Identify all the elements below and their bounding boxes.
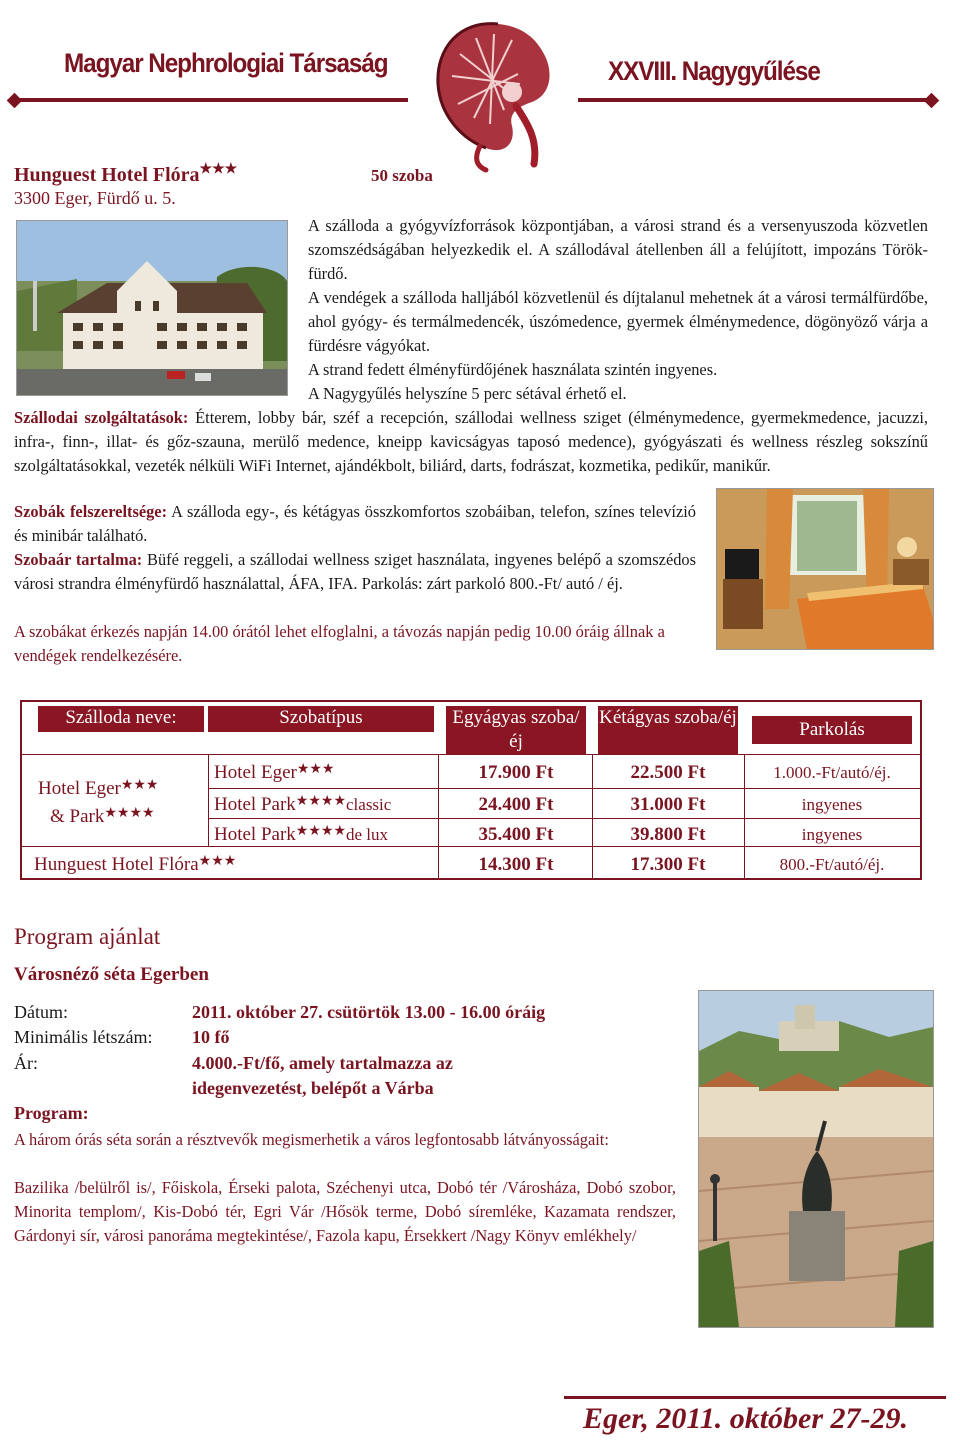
price-double-eger: 22.500 Ft [630,762,706,783]
hotel-desc-4: A Nagygyűlés helyszíne 5 perc sétával érhető el. [308,384,627,403]
society-title: Magyar Nephrologiai Társaság [64,48,388,78]
checkin-info: A szobákat érkezés napján 14.00 órától lehet elfoglalni, a távozás napján pedig 10.00 óráig állnak a vendégek rendelkezésére. [14,622,665,665]
price-label: Ár: [14,1053,38,1073]
header-rule-right [578,98,930,102]
hotel-address: 3300 Eger, Fürdő u. 5. [14,188,176,208]
program-label: Program: [14,1103,89,1123]
program-intro: A három órás séta során a résztvevők megismerhetik a város legfontosabb látványosságait: [14,1130,609,1149]
hotel-stars: ★★★ [199,162,238,177]
price-value-1: 4.000.-Ft/fő, amely tartalmazza az [192,1053,453,1073]
footer-date: Eger, 2011. október 27-29. [583,1402,909,1435]
price-single-park-delux: 35.400 Ft [478,824,554,845]
price-double-park-classic: 31.000 Ft [630,794,706,815]
th-hotel-name: Szálloda neve: [38,706,204,732]
hotel-eger-park-name-2: & Park★★★★ [50,806,155,827]
price-single-park-classic: 24.400 Ft [478,794,554,815]
room-type-eger: Hotel Eger★★★ [214,762,335,783]
price-label: Szobaár tartalma: [14,550,143,569]
date-value: 2011. október 27. csütörtök 13.00 - 16.00 óráig [192,1002,546,1022]
grid-line [438,754,439,878]
rule-diamond-right [924,93,940,109]
parking-park-classic: ingyenes [801,795,863,814]
group-stars-b: ★★★★ [104,806,155,821]
room-price-includes: Szobaár tartalma: Büfé reggeli, a szállodai wellness sziget használata, ingyenes belépő a szomszédos városi strandra élményfürdő használattal, ÁFA, IFA. Parkolás: zárt parkoló 800.-Ft/ autó / éj. [14,550,696,593]
price-value-2: idegenvezetést, belépőt a Várba [192,1078,434,1098]
rooms-equipment: Szobák felszereltsége: A szálloda egy-, és kétágyas összkomfortos szobáiban, telefon, színes televízió és minibár található. [14,502,696,545]
parking-flora: 800.-Ft/autó/éj. [779,855,885,874]
group-stars-a: ★★★ [120,778,159,793]
th-double: Kétágyas szoba/éj [598,706,738,754]
grid-line [592,754,593,878]
grid-line [208,788,920,789]
price-single-eger: 17.900 Ft [478,762,554,783]
footer-rule [564,1396,946,1399]
hotel-desc-1: A szálloda a gyógyvízforrások központjában, a városi strand és a versenyuszoda közvetlen szomszédságában helyezkedik el. A szállodával átellenben áll a felújított, impozáns Török-fürdő. [308,216,928,283]
grid-line [744,754,745,878]
event-title: XXVIII. Nagygyűlése [608,56,820,86]
th-single: Egyágyas szoba/éj [446,706,586,754]
th-parking: Parkolás [752,716,912,744]
header-rule-left [16,98,408,102]
hotel-eger-park-name: Hotel Eger★★★ [38,778,159,799]
date-label: Dátum: [14,1002,68,1022]
th-room-type: Szobatípus [208,706,434,732]
hotel-title: Hunguest Hotel Flóra★★★ [14,162,238,186]
hotel-desc-3: A strand fedett élményfürdőjének használata szintén ingyenes. [308,360,718,379]
min-participants-label: Minimális létszám: [14,1027,153,1047]
hotel-rooms-count: 50 szoba [371,166,433,185]
parking-eger: 1.000.-Ft/autó/éj. [773,763,891,782]
grid-line [22,754,920,755]
kidney-logo [420,14,562,174]
grid-line [208,818,920,819]
room-type-park-classic: Hotel Park★★★★classic [214,794,392,815]
grid-line [208,754,209,846]
price-single-flora: 14.300 Ft [478,854,554,875]
rooms-label: Szobák felszereltsége: [14,502,168,521]
hotel-desc-2: A vendégek a szálloda halljából közvetlenül és díjtalanul mehetnek át a városi termálfürdőbe, ahol gyógy- és termálmedencék, úszómedence, gyermek élménymedence, dögönyöző várja a fürdésre vágyókat. [308,288,928,355]
parking-park-delux: ingyenes [801,825,863,844]
program-sights: Bazilika /belülről is/, Főiskola, Érseki palota, Széchenyi utca, Dobó tér /Városháza, Dobó szobor, Minorita templom/, Kis-Dobó tér, Egri Vár /Hősök terme, Dobó síremléke, Kazamata rendszer, Gárdonyi sír, városi panoráma megtekintése/, Fazola kapu, Érsekkert /Nagy Könyv emlékhely/ [14,1178,676,1245]
services-label: Szállodai szolgáltatások: [14,408,189,427]
eger-dobo-square-photo [698,990,934,1328]
program-subtitle: Városnéző séta Egerben [14,964,209,985]
flora-row-name: Hunguest Hotel Flóra★★★ [34,854,237,875]
hotel-services: Szállodai szolgáltatások: Étterem, lobby bár, széf a recepción, szállodai wellness sziget (élménymedence, gyermekmedence, jacuzzi, infra-, finn-, illat- és gőz-szauna, merülő medence, kneipp kavicságyas taposó medence), gyógyászati és wellness részleg sokszínű szolgáltatásokkal, vezeték nélküli WiFi Internet, ajándékbolt, biliárd, darts, fodrászat, kozmetika, pedikűr, manikűr. [14,408,928,475]
price-double-flora: 17.300 Ft [630,854,706,875]
room-type-park-delux: Hotel Park★★★★de lux [214,824,389,845]
hotel-exterior-photo [16,220,288,396]
rates-table [20,700,922,880]
min-participants-value: 10 fő [192,1027,230,1047]
program-title: Program ajánlat [14,924,161,949]
price-double-park-delux: 39.800 Ft [630,824,706,845]
hotel-room-photo [716,488,934,650]
